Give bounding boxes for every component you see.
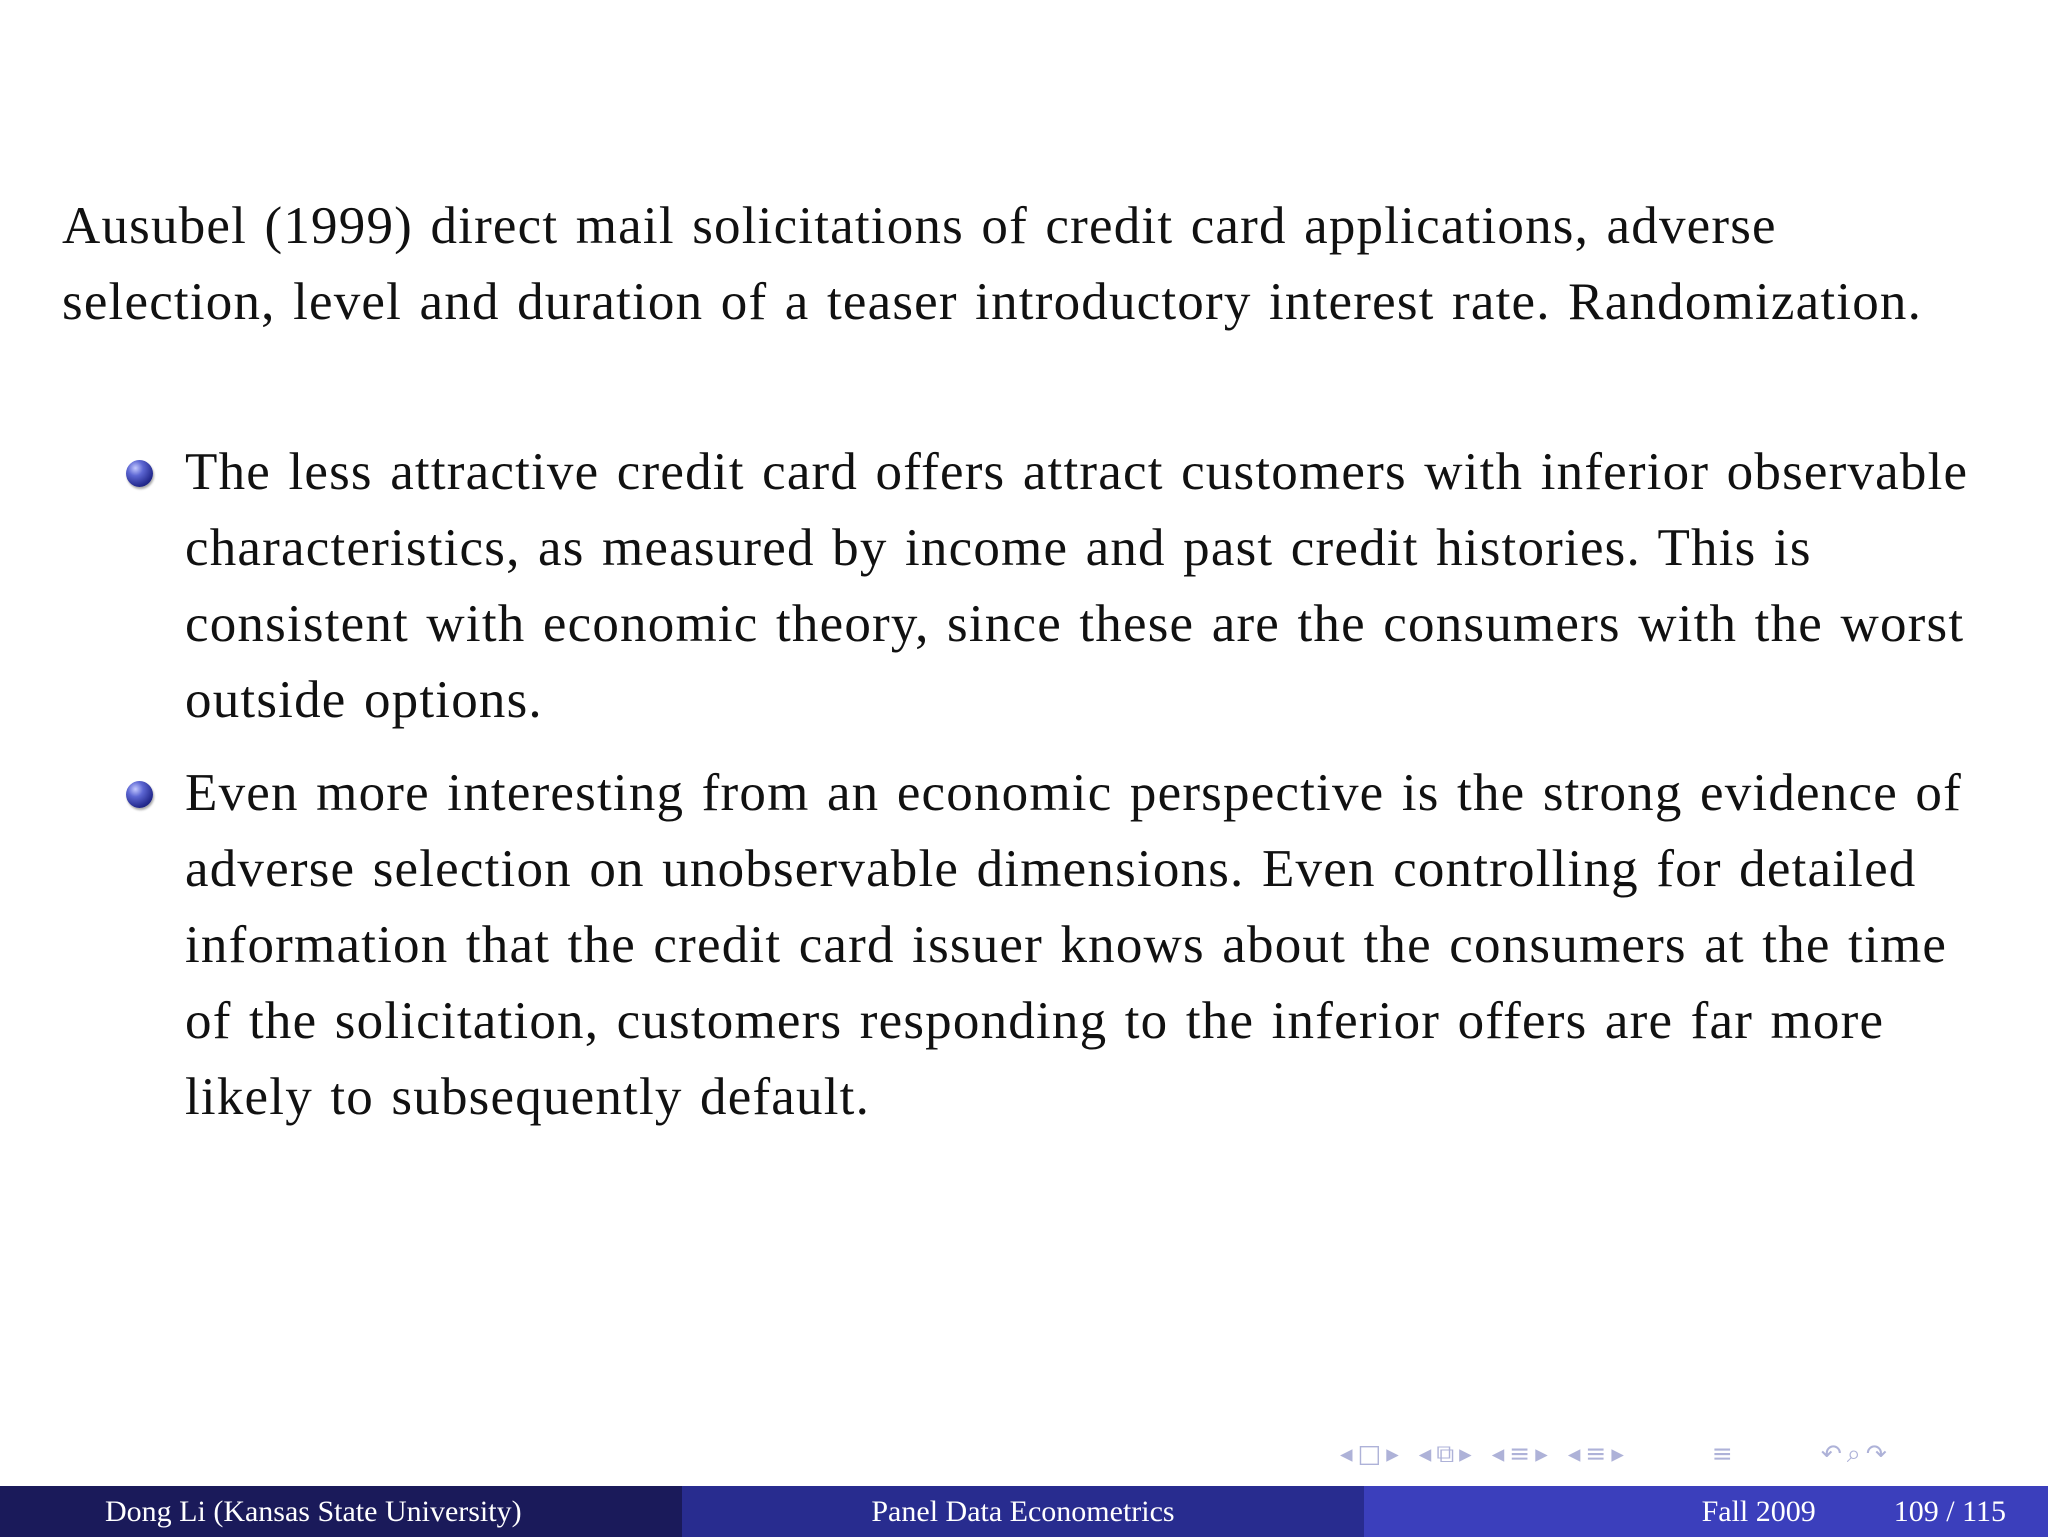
footer-date: Fall 2009 [1701,1495,1816,1528]
previous-frame-icon[interactable]: ◂ [1340,1439,1353,1468]
intro-paragraph: Ausubel (1999) direct mail solicitations of credit card applications, adverse selection, level and duration of a teaser introductory interest rate. Randomization. [62,197,1923,331]
frame-icon[interactable]: □ [1357,1439,1382,1468]
back-icon[interactable]: ↶ [1820,1439,1842,1468]
footer-title: Panel Data Econometrics [682,1486,1364,1537]
frame-navigation [1340,1438,1399,1470]
subsection-navigation [1568,1438,1624,1470]
beamer-navigation [1340,1438,1897,1470]
slide-navigation [1419,1438,1472,1470]
page-number: 109 / 115 [1893,1495,2006,1528]
document-icon[interactable]: ≡ [1711,1439,1733,1468]
next-slide-icon[interactable]: ▸ [1459,1439,1472,1468]
next-section-icon[interactable]: ▸ [1535,1439,1548,1468]
document-navigation [1712,1438,1733,1470]
previous-subsection-icon[interactable]: ◂ [1567,1439,1581,1468]
search-icon[interactable]: ⌕ [1846,1439,1861,1468]
section-icon[interactable]: ≡ [1509,1439,1531,1468]
section-navigation [1492,1438,1548,1470]
history-search-navigation [1821,1438,1887,1470]
next-subsection-icon[interactable]: ▸ [1611,1439,1624,1468]
next-frame-icon[interactable]: ▸ [1386,1439,1399,1468]
bullet-item [0,755,2048,1135]
forward-icon[interactable]: ↷ [1865,1439,1887,1468]
slide-icon[interactable]: ⧉ [1436,1439,1455,1468]
bullet-sphere-icon [126,460,153,487]
previous-slide-icon[interactable]: ◂ [1418,1439,1432,1468]
bullet-list [0,434,2048,1152]
bullet-text: Even more interesting from an economic perspective is the strong evidence of adverse selection on unobservable dimensions. Even controlling for detailed information that the credit card issuer knows about the consumers at the time of the solicitation, customers responding to the inferior offers are far more likely to subsequently default. [185,764,1962,1126]
subsection-icon[interactable]: ≡ [1585,1439,1607,1468]
bullet-sphere-icon [126,781,153,808]
bullet-text: The less attractive credit card offers attract customers with inferior observable characteristics, as measured by income and past credit histories. This is consistent with economic theory, since these are the consumers with the worst outside options. [185,443,1969,729]
footer-author: Dong Li (Kansas State University) [0,1486,682,1537]
footer-date-page [1364,1486,2048,1537]
bullet-item [0,434,2048,738]
previous-section-icon[interactable]: ◂ [1491,1439,1505,1468]
slide-footer [0,1486,2048,1537]
